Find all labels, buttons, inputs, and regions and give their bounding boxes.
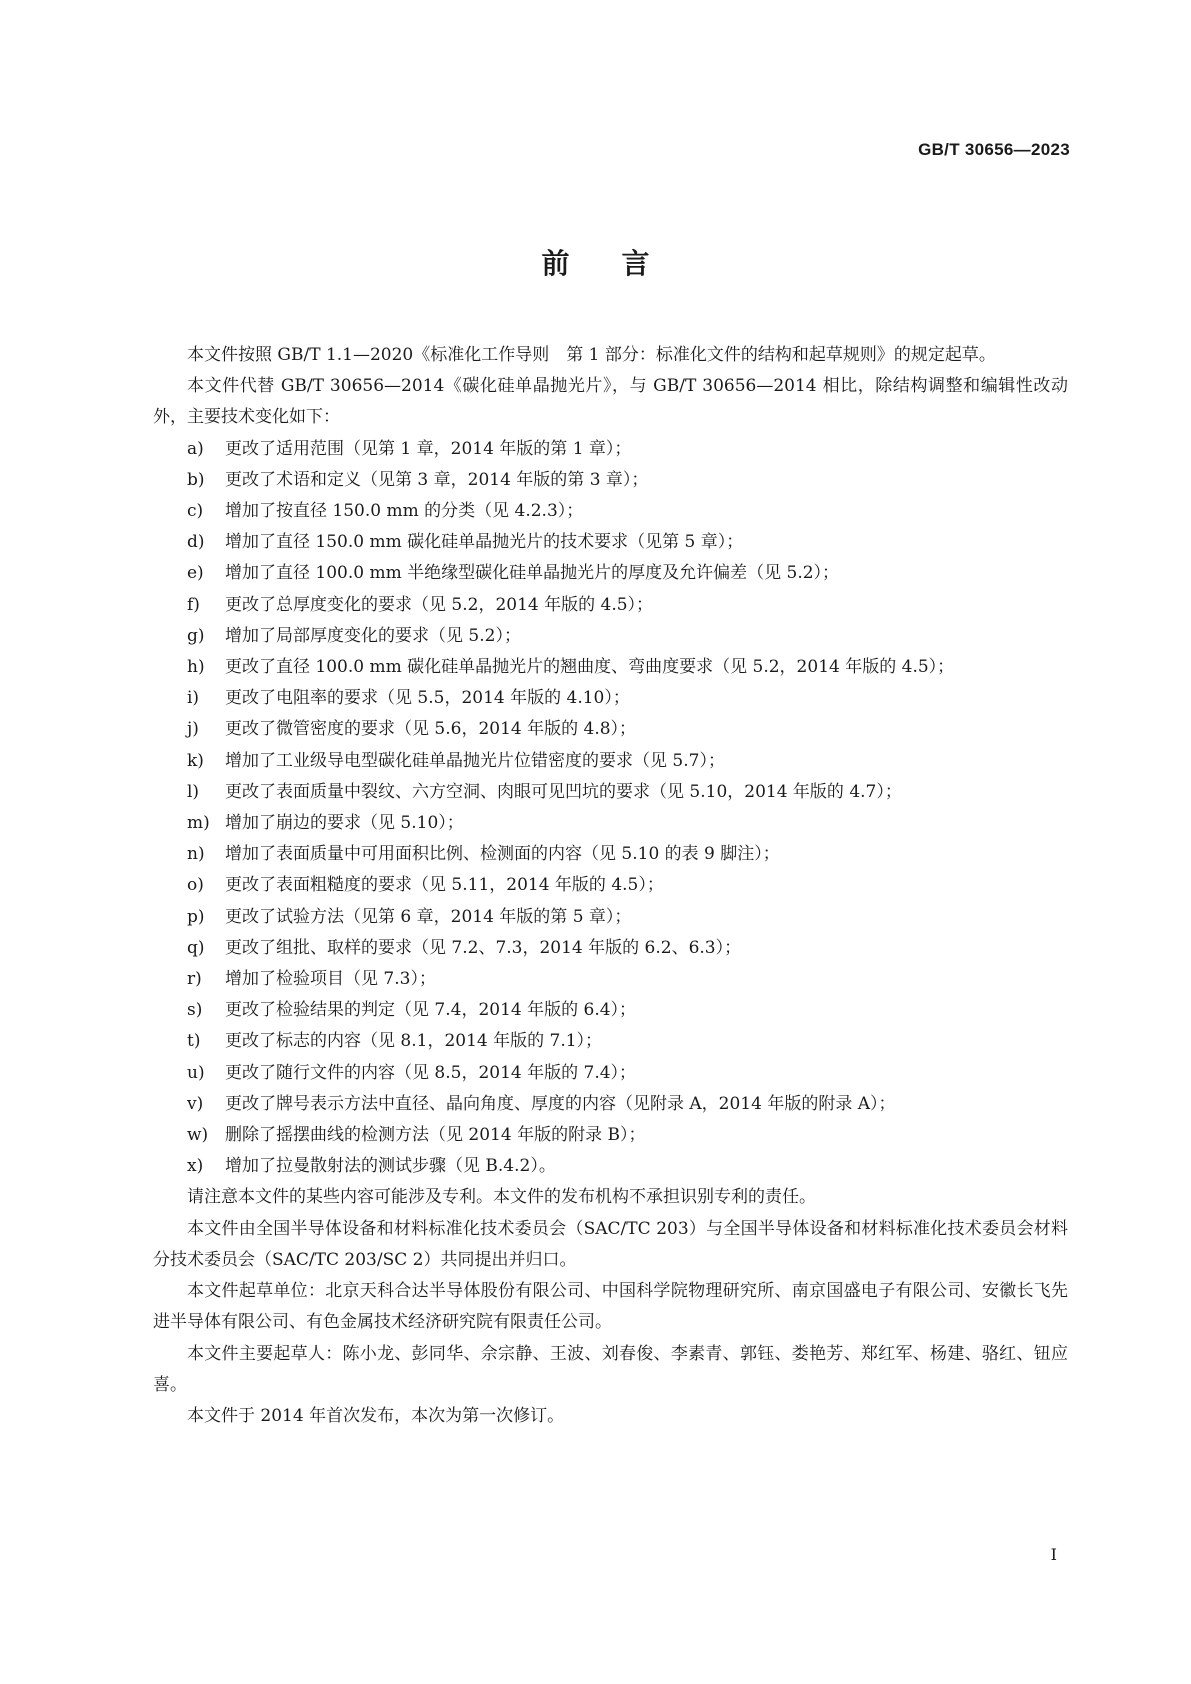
list-marker: a) [187, 438, 204, 459]
list-item-text: 增加了拉曼散射法的测试步骤（见 B.4.2）。 [225, 1156, 556, 1177]
list-item-text: 增加了崩边的要求（见 5.10）； [225, 813, 464, 834]
list-item-text: 更改了微管密度的要求（见 5.6，2014 年版的 4.8）； [225, 719, 637, 740]
list-item [153, 902, 1068, 933]
standard-code: GB/T 30656—2023 [918, 140, 1070, 159]
list-item-text: 增加了按直径 150.0 mm 的分类（见 4.2.3）； [225, 501, 584, 522]
page-title [0, 242, 1191, 282]
list-item-text: 更改了标志的内容（见 8.1，2014 年版的 7.1）； [225, 1031, 603, 1052]
list-item [153, 527, 1068, 558]
list-marker: d) [187, 532, 205, 553]
intro-paragraph-1: 本文件按照 GB/T 1.1—2020《标准化工作导则 第 1 部分：标准化文件的结构和起草规则》的规定起草。 [187, 345, 996, 365]
list-item [153, 1026, 1068, 1057]
list-item [153, 808, 1068, 839]
title-char-1: 前 [541, 247, 570, 280]
list-marker: q) [187, 937, 205, 958]
page-number: I [1050, 1545, 1057, 1564]
intro-paragraph-2: 本文件代替 GB/T 30656—2014《碳化硅单晶抛光片》，与 GB/T 30656—2014 相比，除结构调整和编辑性改动外，主要技术变化如下： [153, 376, 1068, 428]
list-item [153, 496, 1068, 527]
list-item [153, 714, 1068, 745]
list-marker: r) [187, 969, 202, 990]
list-item [153, 621, 1068, 652]
drafting-units-paragraph: 本文件起草单位：北京天科合达半导体股份有限公司、中国科学院物理研究所、南京国盛电子有限公司、安徽长飞先进半导体有限公司、有色金属技术经济研究院有限责任公司。 [153, 1281, 1068, 1333]
list-item-text: 更改了总厚度变化的要求（见 5.2，2014 年版的 4.5）； [225, 594, 654, 615]
list-marker: v) [187, 1093, 204, 1114]
list-item [153, 558, 1068, 589]
list-item-text: 更改了牌号表示方法中直径、晶向角度、厚度的内容（见附录 A，2014 年版的附录 A）； [225, 1093, 896, 1114]
list-marker: b) [187, 469, 205, 490]
list-item [153, 746, 1068, 777]
list-marker: e) [187, 563, 204, 584]
list-item [153, 1151, 1068, 1182]
list-marker: u) [187, 1062, 205, 1083]
list-item-text: 增加了检验项目（见 7.3）； [225, 969, 436, 990]
list-item [153, 933, 1068, 964]
list-item-text: 更改了直径 100.0 mm 碳化硅单晶抛光片的翘曲度、弯曲度要求（见 5.2，2014 年版的 4.5）； [225, 657, 955, 678]
list-item [153, 1120, 1068, 1151]
list-item-text: 更改了随行文件的内容（见 8.5，2014 年版的 7.4）； [225, 1062, 637, 1083]
list-item [153, 839, 1068, 870]
list-marker: f) [187, 594, 200, 615]
list-marker: c) [187, 501, 204, 522]
title-char-2: 言 [621, 247, 650, 280]
list-item-text: 更改了表面粗糙度的要求（见 5.11，2014 年版的 4.5）； [225, 875, 664, 896]
list-marker: i) [187, 688, 200, 709]
proposer-paragraph: 本文件由全国半导体设备和材料标准化技术委员会（SAC/TC 203）与全国半导体设备和材料标准化技术委员会材料分技术委员会（SAC/TC 203/SC 2）共同提出并归口。 [153, 1218, 1068, 1270]
list-item [153, 964, 1068, 995]
list-item-text: 增加了直径 150.0 mm 碳化硅单晶抛光片的技术要求（见第 5 章）； [225, 532, 744, 553]
list-item-text: 增加了局部厚度变化的要求（见 5.2）； [225, 625, 521, 646]
list-marker: l) [187, 781, 200, 802]
foreword-body [153, 340, 1068, 1432]
list-marker: o) [187, 875, 204, 896]
list-item-text: 更改了适用范围（见第 1 章，2014 年版的第 1 章）； [225, 438, 632, 459]
list-marker: m) [187, 813, 210, 834]
list-item-text: 增加了工业级导电型碳化硅单晶抛光片位错密度的要求（见 5.7）； [225, 750, 725, 771]
list-item [153, 652, 1068, 683]
list-marker: p) [187, 906, 205, 927]
list-item [153, 434, 1068, 465]
list-marker: h) [187, 657, 205, 678]
list-item [153, 870, 1068, 901]
list-item-text: 更改了试验方法（见第 6 章，2014 年版的第 5 章）； [225, 906, 632, 927]
drafters-paragraph: 本文件主要起草人：陈小龙、彭同华、佘宗静、王波、刘春俊、李素青、郭钰、娄艳芳、郑红军、杨建、骆红、钮应喜。 [153, 1343, 1068, 1395]
list-marker: k) [187, 750, 204, 771]
patent-notice: 请注意本文件的某些内容可能涉及专利。本文件的发布机构不承担识别专利的责任。 [187, 1187, 816, 1208]
publication-history-paragraph: 本文件于 2014 年首次发布，本次为第一次修订。 [187, 1405, 565, 1426]
list-item-text: 更改了组批、取样的要求（见 7.2、7.3，2014 年版的 6.2、6.3）； [225, 937, 742, 958]
list-item-text: 更改了表面质量中裂纹、六方空洞、肉眼可见凹坑的要求（见 5.10，2014 年版的 4.7）； [225, 781, 902, 802]
list-marker: t) [187, 1031, 201, 1052]
list-item-text: 更改了电阻率的要求（见 5.5，2014 年版的 4.10）； [225, 688, 630, 709]
list-marker: g) [187, 625, 205, 646]
list-marker: s) [187, 1000, 203, 1021]
list-item [153, 995, 1068, 1026]
list-item-text: 增加了表面质量中可用面积比例、检测面的内容（见 5.10 的表 9 脚注）； [225, 844, 780, 865]
list-item [153, 683, 1068, 714]
list-item [153, 465, 1068, 496]
list-item-text: 更改了术语和定义（见第 3 章，2014 年版的第 3 章）； [225, 469, 649, 490]
list-item-text: 删除了摇摆曲线的检测方法（见 2014 年版的附录 B）； [225, 1125, 646, 1146]
list-item [153, 1089, 1068, 1120]
list-marker: j) [187, 719, 199, 740]
list-marker: x) [187, 1156, 204, 1177]
list-item-text: 更改了检验结果的判定（见 7.4，2014 年版的 6.4）； [225, 1000, 637, 1021]
list-item-text: 增加了直径 100.0 mm 半绝缘型碳化硅单晶抛光片的厚度及允许偏差（见 5.2）； [225, 563, 840, 584]
list-item [153, 1058, 1068, 1089]
list-item [153, 777, 1068, 808]
list-marker: n) [187, 844, 205, 865]
technical-changes-list [153, 434, 1068, 1183]
list-item [153, 590, 1068, 621]
list-marker: w) [187, 1125, 209, 1146]
